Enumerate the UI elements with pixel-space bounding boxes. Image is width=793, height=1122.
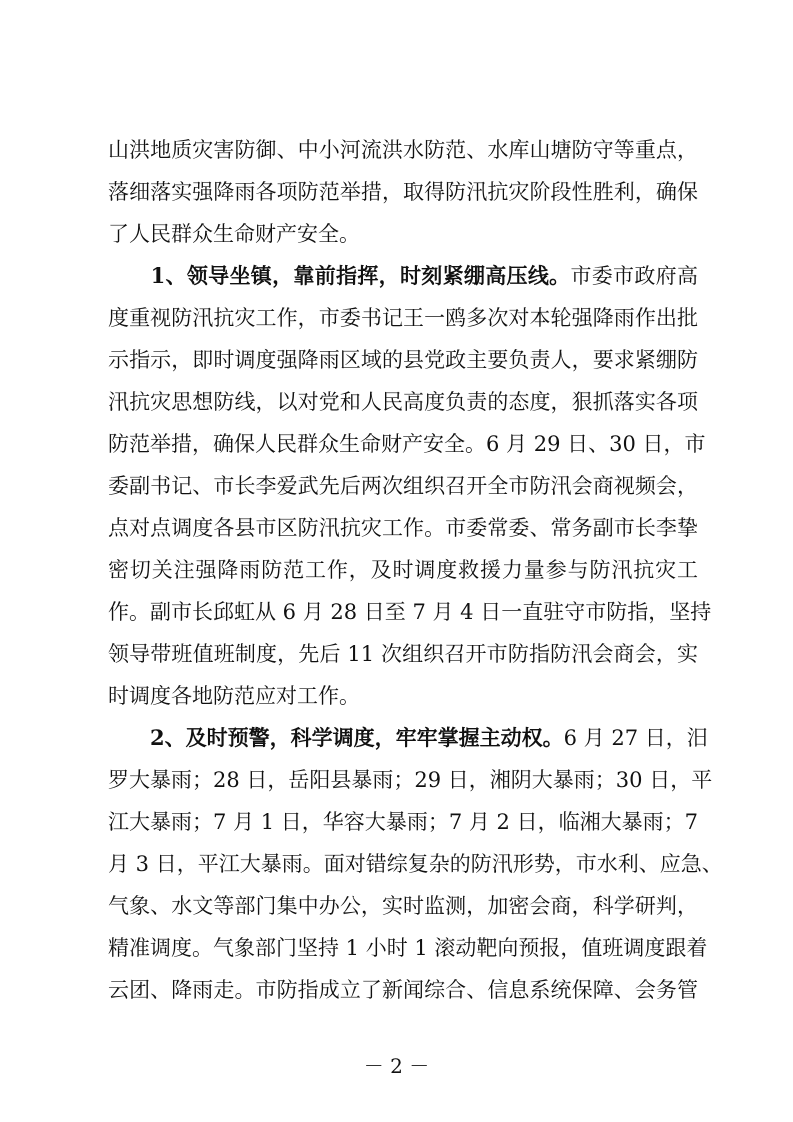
text-line (108, 681, 698, 711)
line-text: 云团、降雨走。市防指成立了新闻综合、信息系统保障、会务管 (108, 978, 698, 1002)
text-line (108, 429, 706, 459)
text-line (108, 975, 698, 1005)
line-text: 了人民群众生命财产安全。 (108, 222, 360, 246)
bold-heading-text: 2、及时预警，科学调度，牢牢掌握主动权。 (108, 725, 564, 750)
text-line (108, 891, 698, 921)
line-text: 委副书记、市长李爱武先后两次组织召开全市防汛会商视频会， (108, 474, 698, 498)
text-line (108, 807, 698, 837)
text-line (108, 513, 698, 543)
text-line (108, 933, 708, 963)
line-text: 市委市政府高 (570, 264, 698, 288)
line-text: 江大暴雨；7 月 1 日，华容大暴雨；7 月 2 日，临湘大暴雨；7 (108, 810, 698, 834)
text-line (108, 387, 698, 417)
text-line (108, 219, 698, 249)
line-text: 示指示，即时调度强降雨区域的县党政主要负责人，要求紧绷防 (108, 348, 698, 372)
line-text: 密切关注强降雨防范工作，及时调度救援力量参与防汛抗灾工 (108, 558, 698, 582)
text-line (108, 849, 723, 879)
text-line (108, 135, 698, 165)
text-line (108, 555, 698, 585)
text-line (108, 177, 698, 207)
bold-heading-text: 1、领导坐镇，靠前指挥，时刻紧绷高压线。 (108, 263, 571, 288)
line-text: 月 3 日，平江大暴雨。面对错综复杂的防汛形势，市水利、应急、 (108, 852, 723, 876)
text-line (108, 345, 698, 375)
line-text: 防范举措，确保人民群众生命财产安全。6 月 29 日、30 日，市 (108, 432, 706, 456)
line-text: 时调度各地防范应对工作。 (108, 684, 360, 708)
text-line (108, 471, 698, 501)
line-text: 精准调度。气象部门坚持 1 小时 1 滚动靶向预报，值班调度跟着 (108, 936, 708, 960)
line-text: 汛抗灾思想防线，以对党和人民高度负责的态度，狠抓落实各项 (108, 390, 698, 414)
line-text: 气象、水文等部门集中办公，实时监测，加密会商，科学研判， (108, 894, 698, 918)
text-line (108, 765, 713, 795)
page-number: － 2 － (363, 1054, 430, 1078)
line-text: 罗大暴雨；28 日，岳阳县暴雨；29 日，湘阴大暴雨；30 日，平 (108, 768, 713, 792)
line-text: 度重视防汛抗灾工作，市委书记王一鸥多次对本轮强降雨作出批 (108, 306, 698, 330)
text-line (108, 723, 708, 753)
line-text: 落细落实强降雨各项防范举措，取得防汛抗灾阶段性胜利，确保 (108, 180, 698, 204)
line-text: 作。副市长邱虹从 6 月 28 日至 7 月 4 日一直驻守市防指，坚持 (108, 600, 712, 624)
line-text: 点对点调度各县市区防汛抗灾工作。市委常委、常务副市长李挚 (108, 516, 698, 540)
line-text: 6 月 27 日，汨 (563, 726, 708, 750)
line-text: 领导带班值班制度，先后 11 次组织召开市防指防汛会商会，实 (108, 642, 698, 666)
text-line (108, 303, 698, 333)
text-line (108, 597, 712, 627)
line-text: 山洪地质灾害防御、中小河流洪水防范、水库山塘防守等重点， (108, 138, 698, 162)
text-line (108, 639, 698, 669)
text-line (108, 261, 698, 291)
